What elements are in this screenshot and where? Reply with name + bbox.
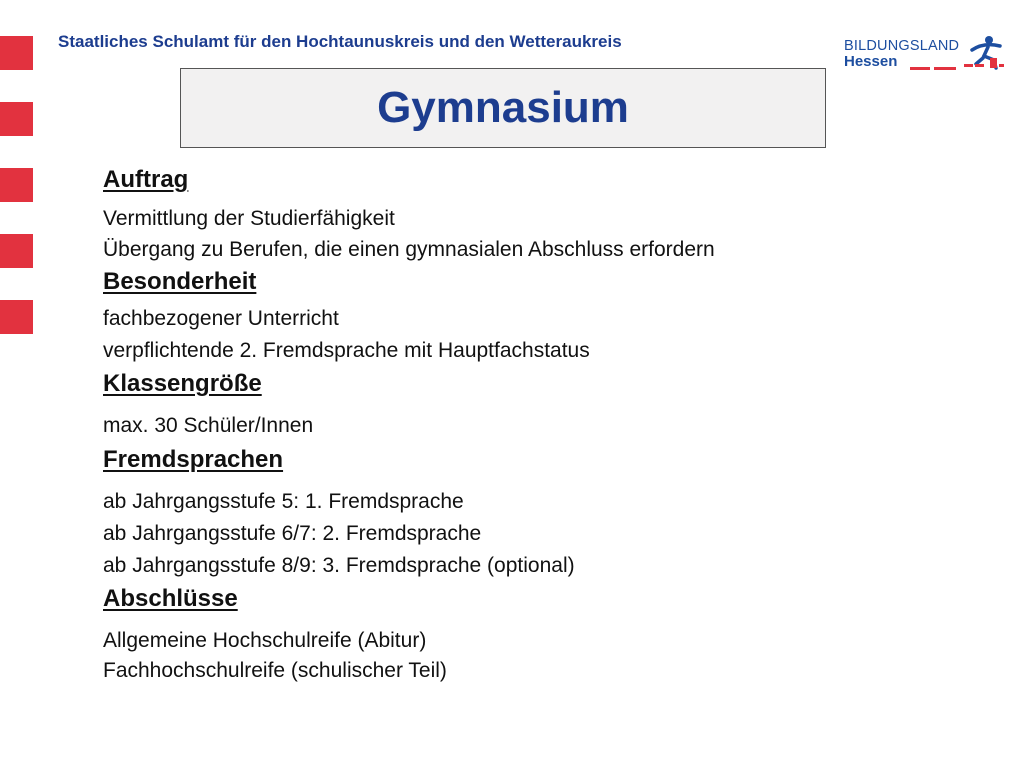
logo-line-2: Hessen — [844, 53, 898, 70]
side-bar-1 — [0, 36, 33, 70]
section-heading-fremdsprachen: Fremdsprachen — [103, 446, 284, 473]
section-line: Allgemeine Hochschulreife (Abitur) — [103, 629, 427, 652]
section-line: max. 30 Schüler/Innen — [103, 414, 314, 437]
section-line: fachbezogener Unterricht — [103, 307, 339, 330]
section-heading-auftrag: Auftrag — [103, 166, 189, 193]
logo-line-1: BILDUNGSLAND — [844, 38, 960, 54]
title-box — [180, 68, 826, 148]
side-bar-3 — [0, 168, 33, 202]
section-heading-klassengroesse: Klassengröße — [103, 370, 262, 397]
side-bar-5 — [0, 300, 33, 334]
section-line: ab Jahrgangsstufe 6/7: 2. Fremdsprache — [103, 522, 482, 545]
section-line: ab Jahrgangsstufe 5: 1. Fremdsprache — [103, 490, 464, 513]
organization-name: Staatliches Schulamt für den Hochtaunuskreis und den Wetteraukreis — [58, 32, 622, 51]
section-line: ab Jahrgangsstufe 8/9: 3. Fremdsprache (optional) — [103, 554, 575, 577]
section-heading-besonderheit: Besonderheit — [103, 268, 257, 295]
side-bar-2 — [0, 102, 33, 136]
bildungsland-hessen-logo — [838, 34, 1008, 78]
logo-underline — [910, 66, 966, 72]
section-heading-abschluesse: Abschlüsse — [103, 585, 238, 612]
section-line: verpflichtende 2. Fremdsprache mit Hauptfachstatus — [103, 339, 590, 362]
person-figure-icon — [964, 34, 1004, 72]
section-line: Vermittlung der Studierfähigkeit — [103, 207, 395, 230]
section-line: Übergang zu Berufen, die einen gymnasialen Abschluss erfordern — [103, 238, 715, 261]
side-bar-4 — [0, 234, 33, 268]
section-line: Fachhochschulreife (schulischer Teil) — [103, 659, 447, 682]
page-title: Gymnasium — [377, 83, 629, 132]
